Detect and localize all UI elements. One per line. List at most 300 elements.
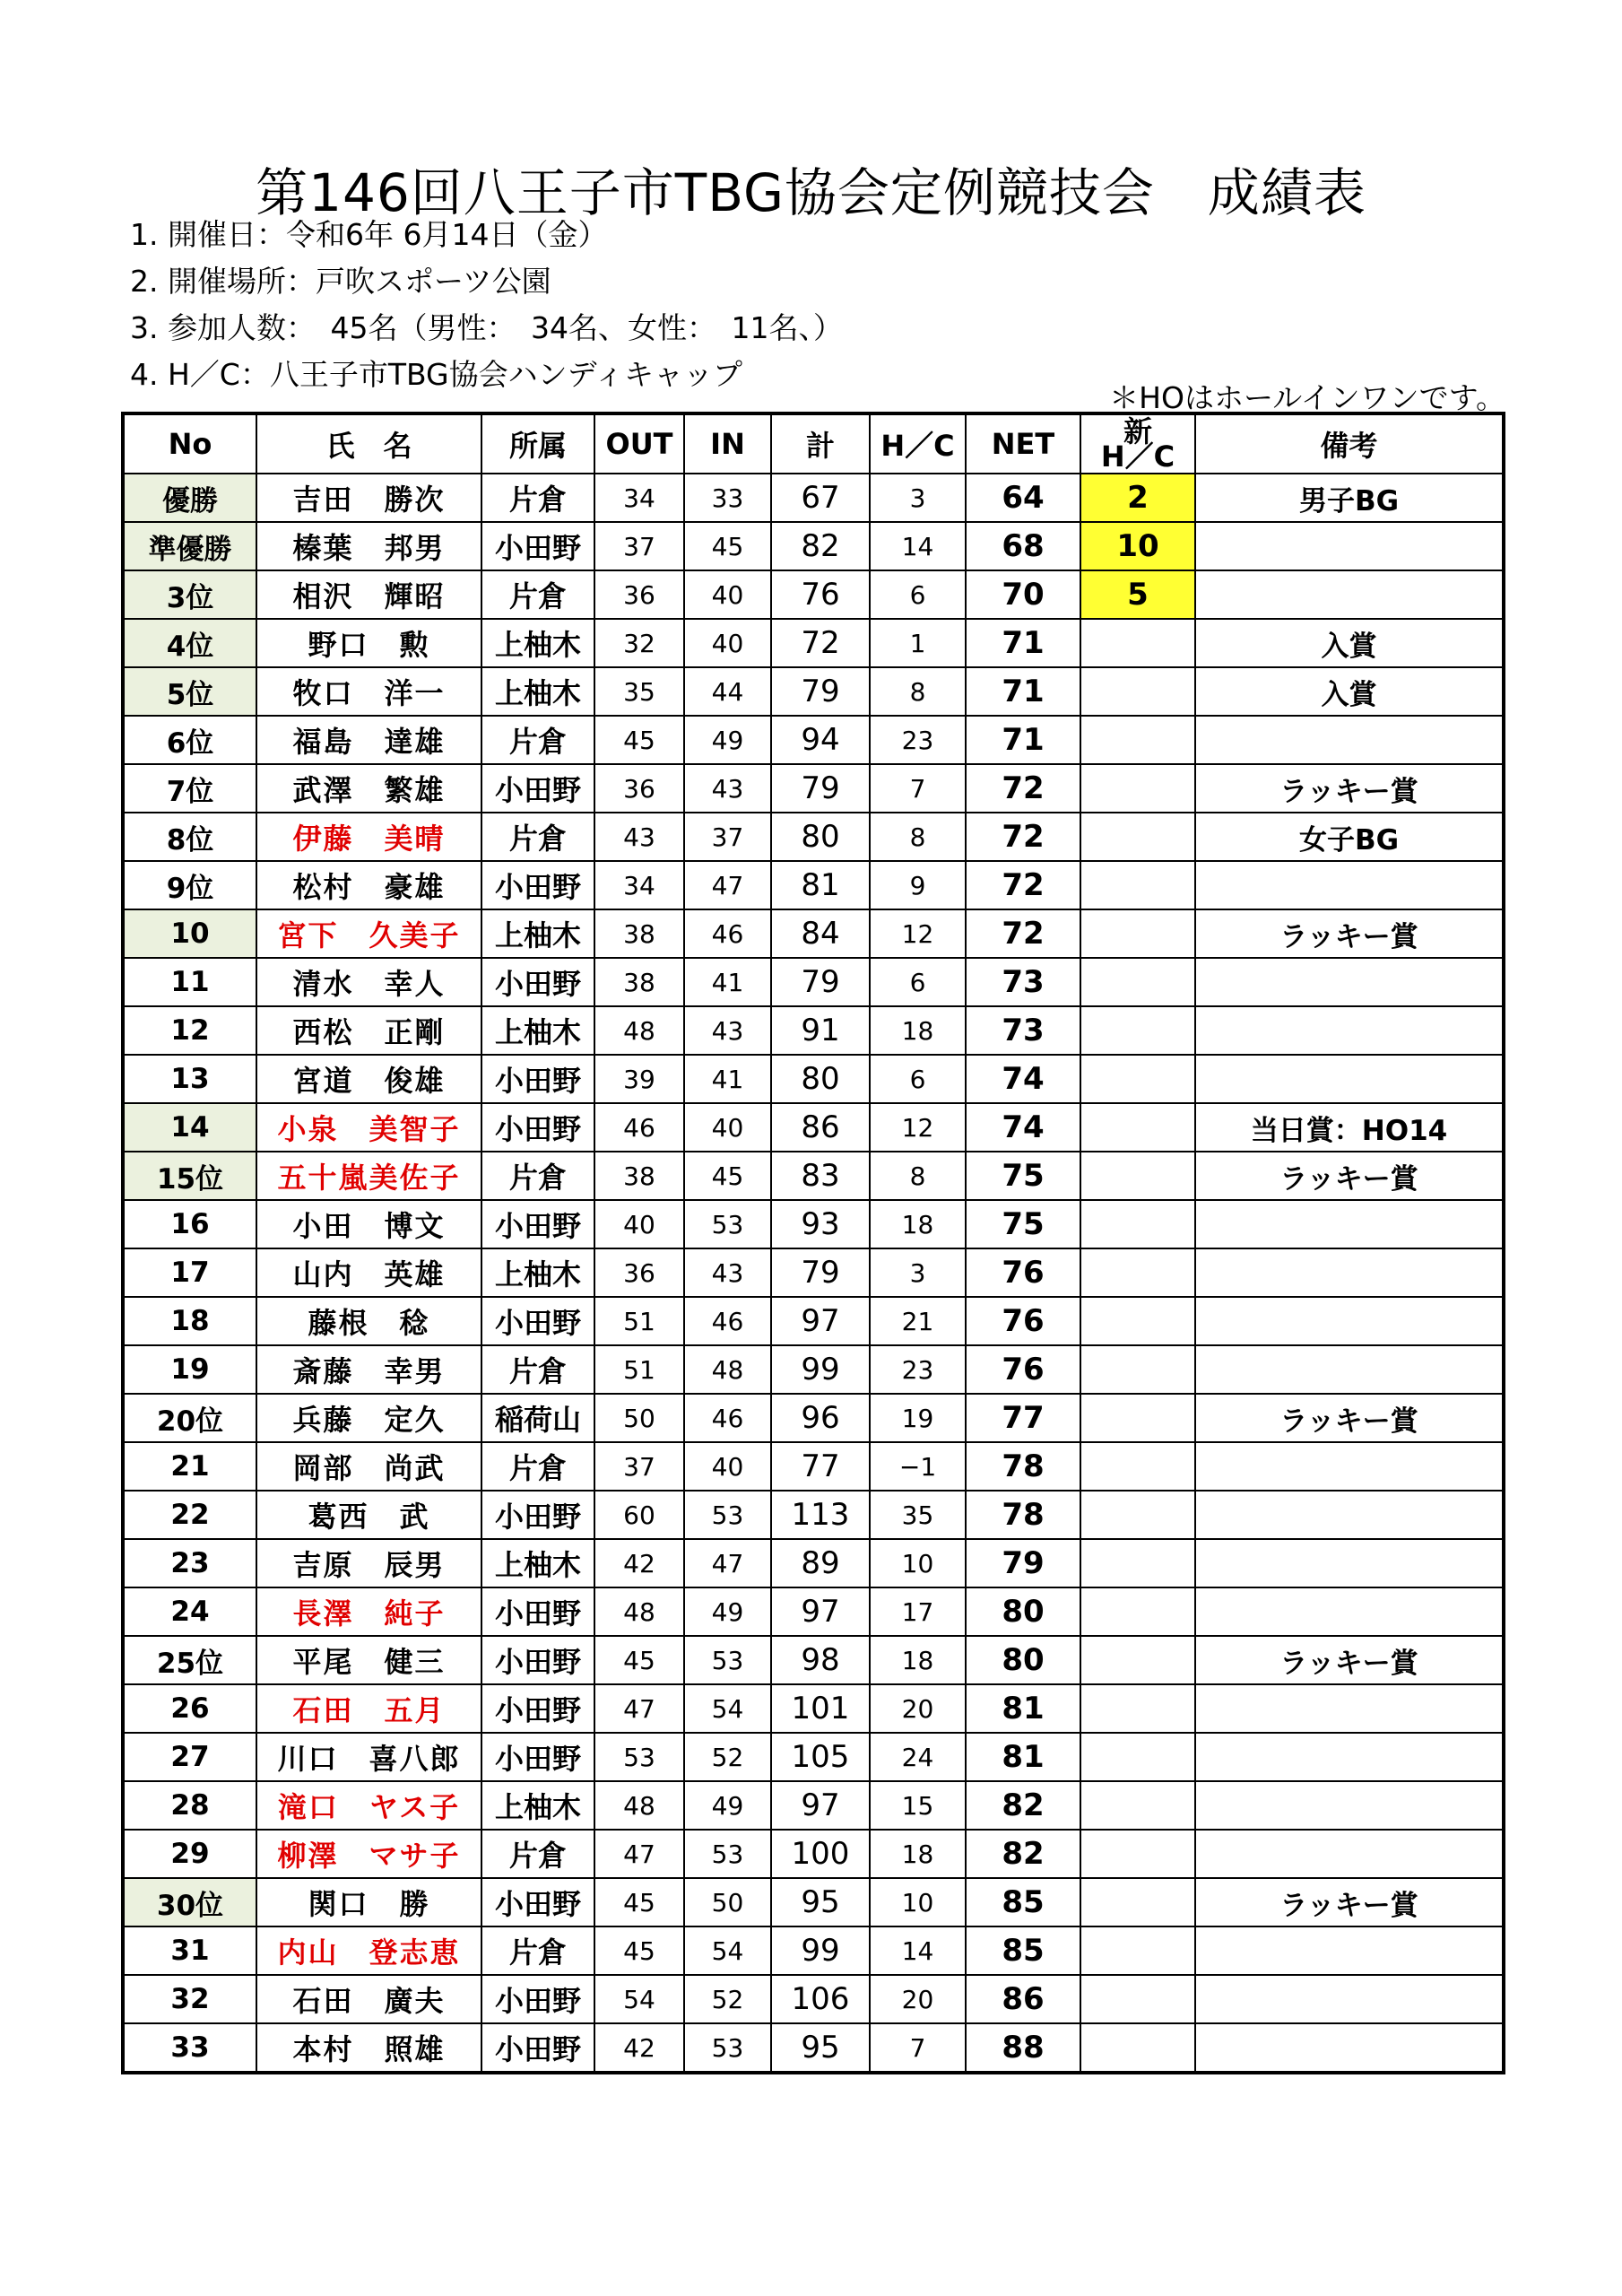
new-hc-cell [1080, 1926, 1195, 1975]
affiliation-cell: 片倉 [481, 813, 594, 861]
net-cell: 77 [966, 1394, 1080, 1442]
total-cell: 80 [771, 1055, 870, 1103]
table-row [123, 1878, 1504, 1926]
remark-cell: ラッキー賞 [1195, 1152, 1504, 1200]
net-cell: 64 [966, 474, 1080, 522]
new-hc-cell [1080, 1878, 1195, 1926]
new-hc-cell [1080, 619, 1195, 667]
in-cell: 43 [684, 1248, 771, 1297]
table-row [123, 1248, 1504, 1297]
rank-cell: 23 [123, 1539, 256, 1587]
table-row [123, 716, 1504, 764]
out-cell: 36 [594, 570, 684, 619]
table-row [123, 909, 1504, 958]
remark-cell [1195, 1781, 1504, 1830]
out-cell: 45 [594, 1878, 684, 1926]
header-affiliation: 所属 [481, 413, 594, 474]
out-cell: 37 [594, 522, 684, 570]
net-cell: 78 [966, 1491, 1080, 1539]
total-cell: 81 [771, 861, 870, 909]
net-cell: 81 [966, 1733, 1080, 1781]
remark-cell: 入賞 [1195, 667, 1504, 716]
in-cell: 54 [684, 1684, 771, 1733]
affiliation-cell: 上柚木 [481, 667, 594, 716]
affiliation-cell: 小田野 [481, 522, 594, 570]
hc-cell: 14 [870, 1926, 966, 1975]
name-cell: 伊藤 美晴 [256, 813, 481, 861]
new-hc-cell [1080, 716, 1195, 764]
name-cell: 柳澤 マサ子 [256, 1830, 481, 1878]
total-cell: 79 [771, 764, 870, 813]
hc-cell: 8 [870, 813, 966, 861]
new-hc-cell [1080, 1152, 1195, 1200]
name-cell: 福島 達雄 [256, 716, 481, 764]
hc-cell: 18 [870, 1636, 966, 1684]
total-cell: 77 [771, 1442, 870, 1491]
name-cell: 関口 勝 [256, 1878, 481, 1926]
new-hc-cell [1080, 1587, 1195, 1636]
remark-cell [1195, 1684, 1504, 1733]
new-hc-cell: 5 [1080, 570, 1195, 619]
hc-cell: 10 [870, 1878, 966, 1926]
new-hc-cell [1080, 1345, 1195, 1394]
in-cell: 49 [684, 716, 771, 764]
table-row [123, 1926, 1504, 1975]
participant-count: 3. 参加人数： 45名（男性： 34名、女性： 11名、） [130, 310, 843, 345]
table-row [123, 764, 1504, 813]
net-cell: 88 [966, 2023, 1080, 2073]
in-cell: 53 [684, 1200, 771, 1248]
name-cell: 川口 喜八郎 [256, 1733, 481, 1781]
table-row [123, 958, 1504, 1006]
remark-cell [1195, 1006, 1504, 1055]
rank-cell: 3位 [123, 570, 256, 619]
hc-cell: 20 [870, 1684, 966, 1733]
in-cell: 45 [684, 522, 771, 570]
table-row [123, 1394, 1504, 1442]
out-cell: 50 [594, 1394, 684, 1442]
remark-cell [1195, 2023, 1504, 2073]
net-cell: 76 [966, 1297, 1080, 1345]
affiliation-cell: 片倉 [481, 1926, 594, 1975]
net-cell: 82 [966, 1830, 1080, 1878]
in-cell: 40 [684, 1103, 771, 1152]
total-cell: 99 [771, 1926, 870, 1975]
affiliation-cell: 小田野 [481, 1587, 594, 1636]
remark-cell: ラッキー賞 [1195, 1878, 1504, 1926]
net-cell: 82 [966, 1781, 1080, 1830]
affiliation-cell: 上柚木 [481, 909, 594, 958]
in-cell: 33 [684, 474, 771, 522]
rank-cell: 13 [123, 1055, 256, 1103]
total-cell: 79 [771, 1248, 870, 1297]
hc-cell: 35 [870, 1491, 966, 1539]
out-cell: 48 [594, 1781, 684, 1830]
in-cell: 40 [684, 1442, 771, 1491]
affiliation-cell: 小田野 [481, 1684, 594, 1733]
new-hc-cell [1080, 1394, 1195, 1442]
net-cell: 72 [966, 909, 1080, 958]
rank-cell: 14 [123, 1103, 256, 1152]
table-row [123, 1152, 1504, 1200]
rank-cell: 11 [123, 958, 256, 1006]
net-cell: 75 [966, 1200, 1080, 1248]
hc-cell: 18 [870, 1006, 966, 1055]
out-cell: 45 [594, 716, 684, 764]
total-cell: 99 [771, 1345, 870, 1394]
name-cell: 葛西 武 [256, 1491, 481, 1539]
remark-cell [1195, 1926, 1504, 1975]
new-hc-cell [1080, 1684, 1195, 1733]
hc-cell: 12 [870, 1103, 966, 1152]
name-cell: 西松 正剛 [256, 1006, 481, 1055]
remark-cell: ラッキー賞 [1195, 764, 1504, 813]
name-cell: 石田 廣夫 [256, 1975, 481, 2023]
net-cell: 78 [966, 1442, 1080, 1491]
out-cell: 38 [594, 909, 684, 958]
new-hc-cell [1080, 958, 1195, 1006]
remark-cell [1195, 861, 1504, 909]
table-row [123, 1539, 1504, 1587]
total-cell: 76 [771, 570, 870, 619]
net-cell: 73 [966, 1006, 1080, 1055]
new-hc-cell [1080, 813, 1195, 861]
in-cell: 53 [684, 1636, 771, 1684]
total-cell: 79 [771, 667, 870, 716]
affiliation-cell: 片倉 [481, 1442, 594, 1491]
out-cell: 36 [594, 1248, 684, 1297]
total-cell: 105 [771, 1733, 870, 1781]
new-hc-cell [1080, 861, 1195, 909]
affiliation-cell: 小田野 [481, 861, 594, 909]
remark-cell [1195, 1248, 1504, 1297]
rank-cell: 9位 [123, 861, 256, 909]
total-cell: 91 [771, 1006, 870, 1055]
affiliation-cell: 小田野 [481, 1103, 594, 1152]
table-row [123, 1345, 1504, 1394]
new-hc-cell [1080, 1297, 1195, 1345]
rank-cell: 4位 [123, 619, 256, 667]
hc-cell: 7 [870, 764, 966, 813]
remark-cell [1195, 1055, 1504, 1103]
affiliation-cell: 小田野 [481, 1200, 594, 1248]
remark-cell [1195, 1200, 1504, 1248]
net-cell: 80 [966, 1636, 1080, 1684]
in-cell: 52 [684, 1975, 771, 2023]
new-hc-cell [1080, 1103, 1195, 1152]
affiliation-cell: 片倉 [481, 1152, 594, 1200]
in-cell: 43 [684, 1006, 771, 1055]
affiliation-cell: 小田野 [481, 1975, 594, 2023]
header-new-hc-bottom: H／C [1100, 439, 1175, 474]
remark-cell [1195, 1975, 1504, 2023]
new-hc-cell [1080, 2023, 1195, 2073]
rank-cell: 8位 [123, 813, 256, 861]
remark-cell [1195, 1491, 1504, 1539]
rank-cell: 10 [123, 909, 256, 958]
new-hc-cell [1080, 1248, 1195, 1297]
new-hc-cell [1080, 909, 1195, 958]
affiliation-cell: 片倉 [481, 1345, 594, 1394]
out-cell: 53 [594, 1733, 684, 1781]
out-cell: 42 [594, 2023, 684, 2073]
rank-cell: 6位 [123, 716, 256, 764]
hole-in-one-note: ＊HOはホールインワンです。 [1109, 380, 1505, 415]
in-cell: 54 [684, 1926, 771, 1975]
out-cell: 60 [594, 1491, 684, 1539]
hc-cell: 1 [870, 619, 966, 667]
net-cell: 86 [966, 1975, 1080, 2023]
out-cell: 48 [594, 1006, 684, 1055]
remark-cell: ラッキー賞 [1195, 1636, 1504, 1684]
in-cell: 46 [684, 909, 771, 958]
total-cell: 100 [771, 1830, 870, 1878]
header-hc: H／C [870, 413, 966, 474]
remark-cell [1195, 570, 1504, 619]
out-cell: 51 [594, 1345, 684, 1394]
in-cell: 53 [684, 1830, 771, 1878]
affiliation-cell: 小田野 [481, 1636, 594, 1684]
table-row [123, 1781, 1504, 1830]
table-row [123, 861, 1504, 909]
name-cell: 宮道 俊雄 [256, 1055, 481, 1103]
out-cell: 34 [594, 861, 684, 909]
total-cell: 79 [771, 958, 870, 1006]
in-cell: 52 [684, 1733, 771, 1781]
rank-cell: 16 [123, 1200, 256, 1248]
affiliation-cell: 小田野 [481, 764, 594, 813]
rank-cell: 21 [123, 1442, 256, 1491]
remark-cell: 当日賞：HO14 [1195, 1103, 1504, 1152]
remark-cell [1195, 1539, 1504, 1587]
new-hc-cell [1080, 1442, 1195, 1491]
name-cell: 石田 五月 [256, 1684, 481, 1733]
total-cell: 97 [771, 1297, 870, 1345]
results-table [121, 412, 1505, 2074]
affiliation-cell: 片倉 [481, 474, 594, 522]
name-cell: 平尾 健三 [256, 1636, 481, 1684]
total-cell: 80 [771, 813, 870, 861]
hc-cell: 3 [870, 474, 966, 522]
affiliation-cell: 小田野 [481, 1055, 594, 1103]
name-cell: 宮下 久美子 [256, 909, 481, 958]
rank-cell: 優勝 [123, 474, 256, 522]
hc-cell: 21 [870, 1297, 966, 1345]
table-row [123, 667, 1504, 716]
total-cell: 96 [771, 1394, 870, 1442]
total-cell: 95 [771, 1878, 870, 1926]
hc-cell: 23 [870, 716, 966, 764]
hc-cell: 6 [870, 958, 966, 1006]
name-cell: 岡部 尚武 [256, 1442, 481, 1491]
rank-cell: 5位 [123, 667, 256, 716]
hc-cell: 18 [870, 1830, 966, 1878]
remark-cell: ラッキー賞 [1195, 1394, 1504, 1442]
remark-cell [1195, 1733, 1504, 1781]
hc-cell: 9 [870, 861, 966, 909]
net-cell: 74 [966, 1103, 1080, 1152]
name-cell: 五十嵐美佐子 [256, 1152, 481, 1200]
table-row [123, 1297, 1504, 1345]
name-cell: 牧口 洋一 [256, 667, 481, 716]
total-cell: 93 [771, 1200, 870, 1248]
total-cell: 83 [771, 1152, 870, 1200]
name-cell: 清水 幸人 [256, 958, 481, 1006]
remark-cell: 入賞 [1195, 619, 1504, 667]
hc-cell: 19 [870, 1394, 966, 1442]
header-no: No [123, 413, 256, 474]
hc-cell: 6 [870, 1055, 966, 1103]
affiliation-cell: 上柚木 [481, 619, 594, 667]
affiliation-cell: 小田野 [481, 958, 594, 1006]
in-cell: 53 [684, 1491, 771, 1539]
net-cell: 73 [966, 958, 1080, 1006]
affiliation-cell: 小田野 [481, 1491, 594, 1539]
name-cell: 小田 博文 [256, 1200, 481, 1248]
total-cell: 84 [771, 909, 870, 958]
in-cell: 46 [684, 1297, 771, 1345]
affiliation-cell: 上柚木 [481, 1006, 594, 1055]
out-cell: 39 [594, 1055, 684, 1103]
table-row [123, 2023, 1504, 2073]
in-cell: 44 [684, 667, 771, 716]
name-cell: 山内 英雄 [256, 1248, 481, 1297]
total-cell: 97 [771, 1587, 870, 1636]
new-hc-cell [1080, 1006, 1195, 1055]
hc-cell: 14 [870, 522, 966, 570]
affiliation-cell: 小田野 [481, 1878, 594, 1926]
header-in: IN [684, 413, 771, 474]
table-row [123, 1200, 1504, 1248]
out-cell: 43 [594, 813, 684, 861]
remark-cell: ラッキー賞 [1195, 909, 1504, 958]
total-cell: 101 [771, 1684, 870, 1733]
table-row [123, 1733, 1504, 1781]
rank-cell: 33 [123, 2023, 256, 2073]
out-cell: 45 [594, 1926, 684, 1975]
in-cell: 41 [684, 1055, 771, 1103]
rank-cell: 26 [123, 1684, 256, 1733]
new-hc-cell [1080, 667, 1195, 716]
remark-cell [1195, 1587, 1504, 1636]
name-cell: 小泉 美智子 [256, 1103, 481, 1152]
affiliation-cell: 上柚木 [481, 1781, 594, 1830]
out-cell: 40 [594, 1200, 684, 1248]
rank-cell: 32 [123, 1975, 256, 2023]
remark-cell [1195, 958, 1504, 1006]
net-cell: 72 [966, 813, 1080, 861]
total-cell: 106 [771, 1975, 870, 2023]
header-new-hc-top: 新 [1123, 414, 1152, 448]
in-cell: 47 [684, 1539, 771, 1587]
new-hc-cell [1080, 1733, 1195, 1781]
header-name: 氏 名 [256, 413, 481, 474]
net-cell: 79 [966, 1539, 1080, 1587]
remark-cell: 男子BG [1195, 474, 1504, 522]
affiliation-cell: 片倉 [481, 1830, 594, 1878]
event-date: 1. 開催日：令和6年 6月14日（金） [130, 217, 608, 252]
rank-cell: 19 [123, 1345, 256, 1394]
hc-cell: 20 [870, 1975, 966, 2023]
out-cell: 32 [594, 619, 684, 667]
in-cell: 46 [684, 1394, 771, 1442]
name-cell: 斎藤 幸男 [256, 1345, 481, 1394]
new-hc-cell [1080, 1539, 1195, 1587]
new-hc-cell [1080, 1491, 1195, 1539]
remark-cell [1195, 1297, 1504, 1345]
rank-cell: 7位 [123, 764, 256, 813]
net-cell: 71 [966, 667, 1080, 716]
hc-cell: 17 [870, 1587, 966, 1636]
name-cell: 兵藤 定久 [256, 1394, 481, 1442]
rank-cell: 28 [123, 1781, 256, 1830]
affiliation-cell: 片倉 [481, 570, 594, 619]
table-row [123, 570, 1504, 619]
net-cell: 76 [966, 1345, 1080, 1394]
total-cell: 82 [771, 522, 870, 570]
handicap-note: 4. H／C：八王子市TBG協会ハンディキャップ [130, 357, 742, 392]
name-cell: 相沢 輝昭 [256, 570, 481, 619]
out-cell: 47 [594, 1830, 684, 1878]
name-cell: 松村 豪雄 [256, 861, 481, 909]
name-cell: 武澤 繁雄 [256, 764, 481, 813]
hc-cell: 24 [870, 1733, 966, 1781]
affiliation-cell: 小田野 [481, 1297, 594, 1345]
in-cell: 49 [684, 1781, 771, 1830]
in-cell: 53 [684, 2023, 771, 2073]
total-cell: 94 [771, 716, 870, 764]
total-cell: 113 [771, 1491, 870, 1539]
rank-cell: 22 [123, 1491, 256, 1539]
total-cell: 95 [771, 2023, 870, 2073]
header-out: OUT [594, 413, 684, 474]
table-row [123, 1684, 1504, 1733]
total-cell: 72 [771, 619, 870, 667]
net-cell: 68 [966, 522, 1080, 570]
new-hc-cell: 2 [1080, 474, 1195, 522]
rank-cell: 31 [123, 1926, 256, 1975]
table-row [123, 1975, 1504, 2023]
out-cell: 42 [594, 1539, 684, 1587]
name-cell: 吉田 勝次 [256, 474, 481, 522]
name-cell: 長澤 純子 [256, 1587, 481, 1636]
rank-cell: 18 [123, 1297, 256, 1345]
net-cell: 70 [966, 570, 1080, 619]
header-net: NET [966, 413, 1080, 474]
out-cell: 46 [594, 1103, 684, 1152]
rank-cell: 準優勝 [123, 522, 256, 570]
rank-cell: 15位 [123, 1152, 256, 1200]
in-cell: 37 [684, 813, 771, 861]
out-cell: 37 [594, 1442, 684, 1491]
out-cell: 51 [594, 1297, 684, 1345]
rank-cell: 12 [123, 1006, 256, 1055]
remark-cell [1195, 1442, 1504, 1491]
header-new-hc [1080, 413, 1195, 474]
rank-cell: 27 [123, 1733, 256, 1781]
out-cell: 38 [594, 1152, 684, 1200]
total-cell: 98 [771, 1636, 870, 1684]
net-cell: 85 [966, 1926, 1080, 1975]
in-cell: 48 [684, 1345, 771, 1394]
in-cell: 40 [684, 619, 771, 667]
header-total: 計 [771, 413, 870, 474]
hc-cell: 6 [870, 570, 966, 619]
affiliation-cell: 稲荷山 [481, 1394, 594, 1442]
out-cell: 45 [594, 1636, 684, 1684]
net-cell: 80 [966, 1587, 1080, 1636]
table-row [123, 1830, 1504, 1878]
